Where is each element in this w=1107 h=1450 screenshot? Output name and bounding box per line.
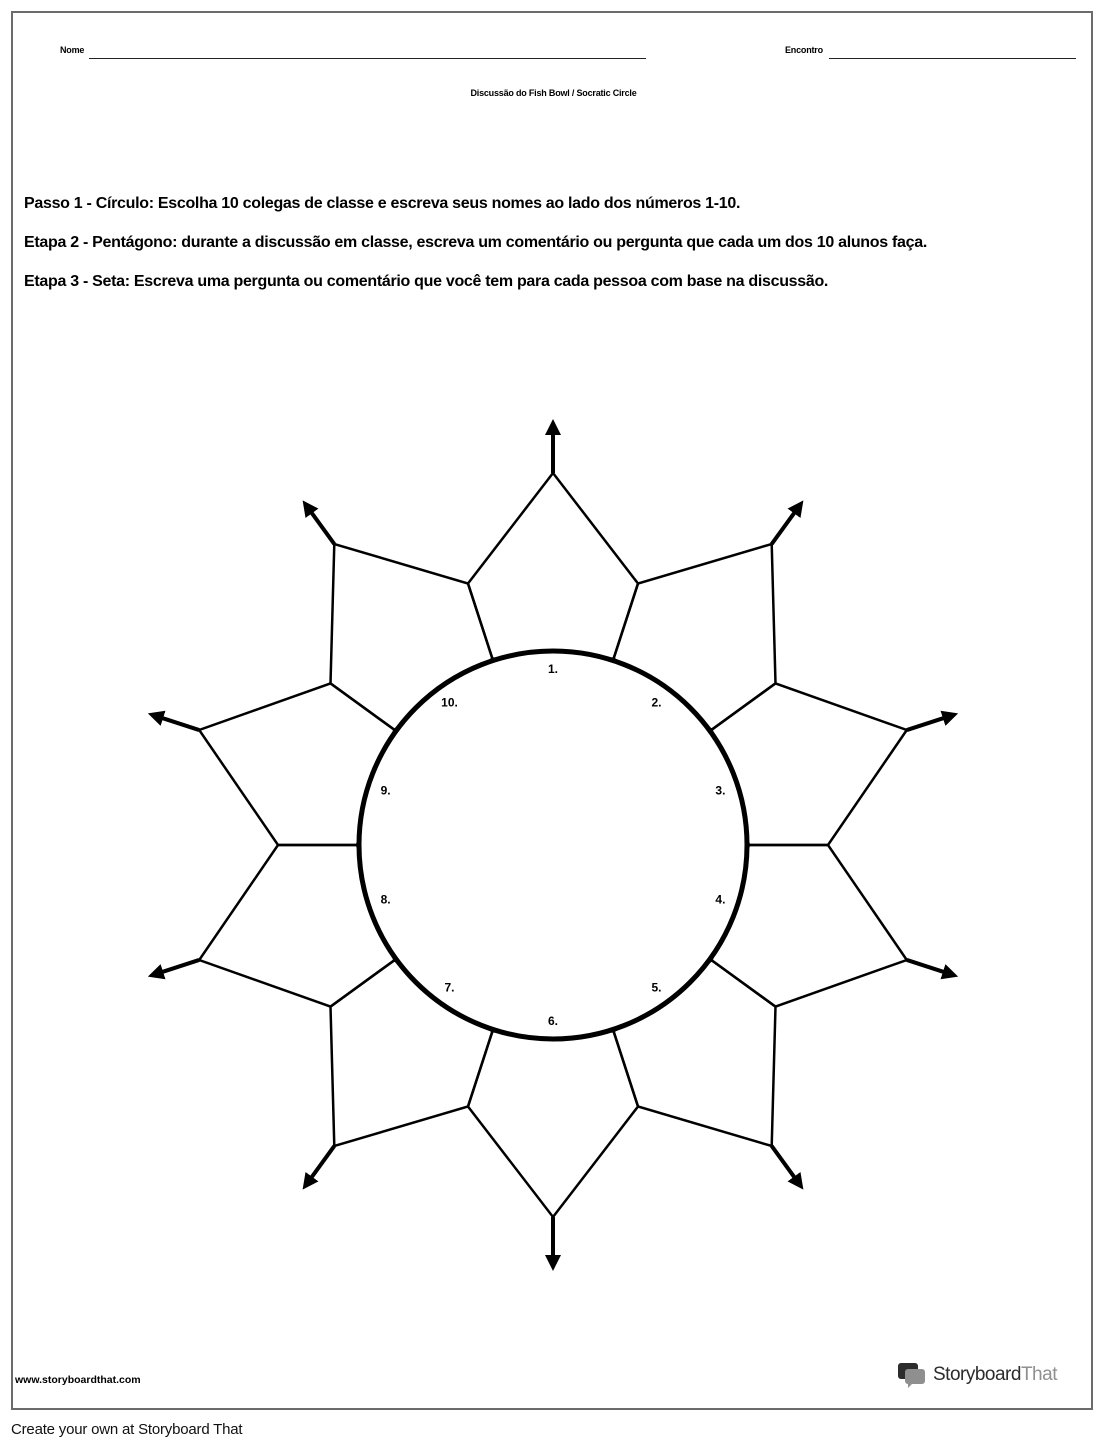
circle-number-6: 6.	[547, 1014, 559, 1028]
pentagon-1[interactable]	[468, 473, 638, 659]
storyboardthat-logo[interactable]	[897, 1361, 1057, 1389]
arrow-4[interactable]	[907, 960, 951, 974]
arrow-9[interactable]	[155, 716, 199, 730]
create-own-link[interactable]: Create your own at Storyboard That	[11, 1421, 243, 1438]
circle-number-8: 8.	[380, 892, 391, 907]
circle-number-5: 5.	[651, 980, 662, 995]
speech-bubble-icon	[897, 1362, 927, 1388]
arrow-10[interactable]	[307, 507, 334, 544]
date-label: Encontro	[785, 45, 823, 55]
worksheet-title: Discussão do Fish Bowl / Socratic Circle	[470, 88, 637, 98]
arrow-2[interactable]	[772, 507, 799, 544]
step-2-instruction: Etapa 2 - Pentágono: durante a discussão em classe, escreva um comentário ou pergunta que cada um dos 10 alunos faça.	[24, 234, 927, 251]
circle-number-9: 9.	[380, 783, 391, 798]
arrow-3[interactable]	[907, 716, 951, 730]
arrow-8[interactable]	[155, 960, 199, 974]
brand-wordmark	[933, 1364, 1057, 1386]
step-3-instruction: Etapa 3 - Seta: Escreva uma pergunta ou comentário que você tem para cada pessoa com base na discussão.	[24, 273, 829, 290]
arrow-7[interactable]	[307, 1146, 334, 1183]
circle-number-1: 1.	[547, 662, 559, 676]
arrow-5[interactable]	[772, 1146, 799, 1183]
brand-main-text: Storyboard	[933, 1364, 1021, 1385]
name-label: Nome	[60, 45, 85, 55]
circle-number-3: 3.	[715, 783, 726, 798]
circle-number-4: 4.	[715, 892, 726, 907]
circle-number-2: 2.	[651, 695, 662, 710]
footer-url[interactable]: www.storyboardthat.com	[15, 1374, 141, 1386]
brand-light-text: That	[1020, 1364, 1057, 1385]
circle-number-7: 7.	[444, 980, 455, 995]
circle-number-10: 10.	[441, 695, 458, 710]
step-1-instruction: Passo 1 - Círculo: Escolha 10 colegas de classe e escreva seus nomes ao lado dos números 1-10.	[24, 195, 741, 212]
center-circle[interactable]	[359, 651, 747, 1039]
pentagon-6[interactable]	[468, 1031, 638, 1217]
